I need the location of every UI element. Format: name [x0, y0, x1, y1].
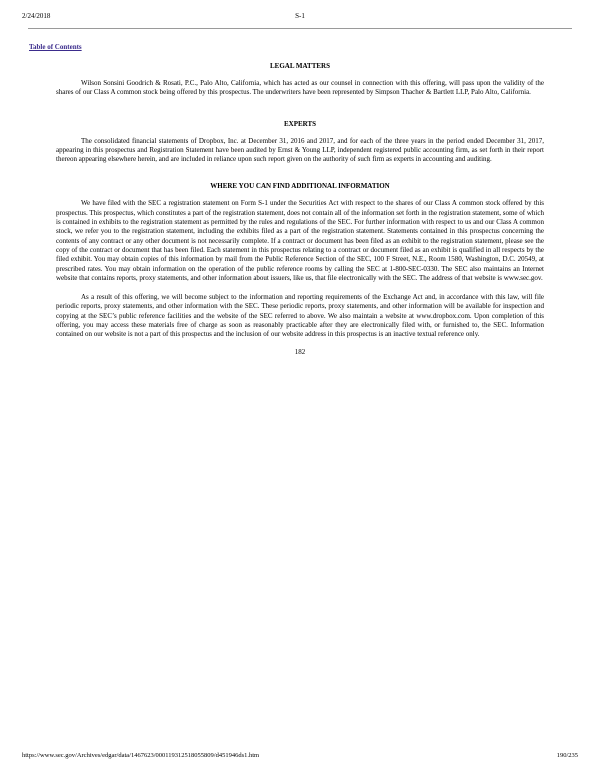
document-title: S-1 — [295, 12, 305, 20]
paragraph: Wilson Sonsini Goodrich & Rosati, P.C., Palo Alto, California, which has acted as our counsel in connection with this offering, will pass upon the validity of the shares of our Class A common stock being offered by this prospectus. The underwriters have been represented by Simpson Thacher & Bartlett LLP, Palo Alto, California. — [56, 79, 544, 97]
section-heading: EXPERTS — [283, 119, 317, 128]
paragraph: As a result of this offering, we will become subject to the information and reporting requirements of the Exchange Act and, in accordance with this law, will file periodic reports, proxy statements, and other information with the SEC. These periodic reports, proxy statements, and other information will be available for inspection and copying at the SEC’s public reference facilities and the website of the SEC referred to above. We also maintain a website at www.dropbox.com. Upon completion of this offering, you may access these materials free of charge as soon as reasonably practicable after they are electronically filed with, or furnished to, the SEC. Information contained on our website is not a part of this prospectus and the inclusion of our website address in this prospectus is an inactive textual reference only. — [56, 293, 544, 339]
section-legal-matters — [56, 62, 544, 98]
section-additional-information — [56, 182, 544, 339]
page-number: 182 — [294, 347, 306, 356]
header-divider — [28, 28, 572, 29]
paragraph: The consolidated financial statements of Dropbox, Inc. at December 31, 2016 and 2017, and for each of the three years in the period ended December 31, 2017, appearing in this prospectus and Registration Statement have been audited by Ernst & Young LLP, independent registered public accounting firm, as set forth in their report thereon appearing elsewhere herein, and are included in reliance upon such report given on the authority of such firm as experts in accounting and auditing. — [56, 136, 544, 164]
paragraph: We have filed with the SEC a registration statement on Form S-1 under the Securities Act with respect to the shares of our Class A common stock offered by this prospectus. This prospectus, which constitutes a part of the registration statement, does not contain all of the information set forth in the registration statement, some of which is contained in exhibits to the registration statement as permitted by the rules and regulations of the SEC. For further information with respect to us and our Class A common stock, we refer you to the registration statement, including the exhibits filed as a part of the registration statement. Statements contained in this prospectus concerning the contents of any contract or any other document is not necessarily complete. If a contract or document has been filed as an exhibit to the registration statement, please see the copy of the contract or document that has been filed. Each statement in this prospectus relating to a contract or document filed as an exhibit is qualified in all respects by the filed exhibit. You may obtain copies of this information by mail from the Public Reference Section of the SEC, 100 F Street, N.E., Room 1580, Washington, D.C. 20549, at prescribed rates. You may obtain information on the operation of the public reference rooms by calling the SEC at 1-800-SEC-0330. The SEC also maintains an Internet website that contains reports, proxy statements, and other information about issuers, like us, that file electronically with the SEC. The address of that website is www.sec.gov. — [56, 199, 544, 282]
table-of-contents-link[interactable]: Table of Contents — [29, 43, 82, 51]
source-url: https://www.sec.gov/Archives/edgar/data/1467623/000119312518055809/d451946ds1.htm — [22, 752, 260, 759]
section-heading: LEGAL MATTERS — [270, 62, 330, 70]
section-experts — [56, 120, 544, 165]
page-content — [56, 62, 544, 356]
print-date: 2/24/2018 — [22, 12, 51, 20]
section-heading: WHERE YOU CAN FIND ADDITIONAL INFORMATION — [210, 182, 390, 191]
print-page-count: 190/235 — [556, 752, 578, 759]
